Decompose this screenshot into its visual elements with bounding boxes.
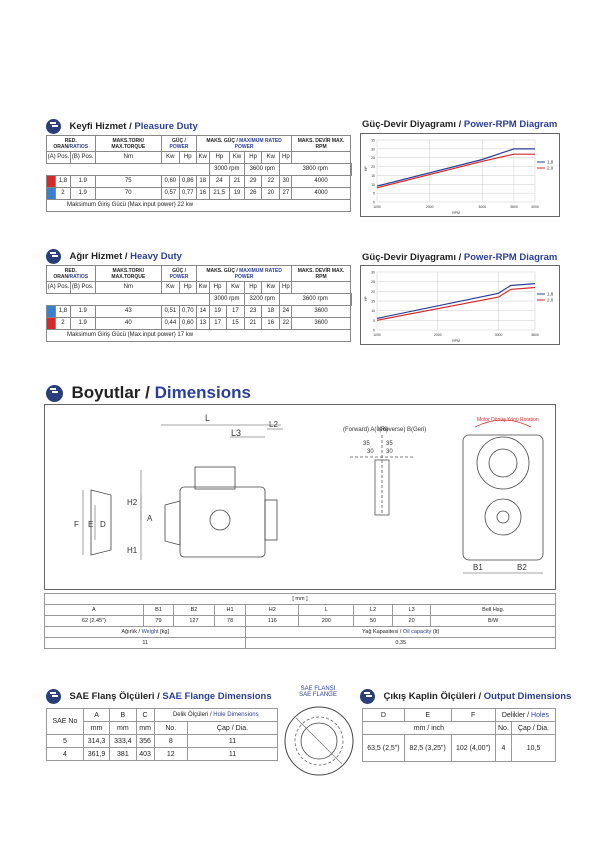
table-row: 63,5 (2,5") 82,5 (3,25") 102 (4,00") 4 10,5	[363, 735, 556, 762]
color-swatch	[47, 306, 56, 318]
y-tick-label: 10	[371, 309, 375, 314]
front-housing-outline	[463, 435, 543, 560]
y-tick-label: 15	[371, 299, 375, 304]
output-title: Çıkış Kaplin Ölçüleri / Output Dimensions	[383, 691, 572, 703]
housing-outline	[180, 487, 265, 557]
label-e: E	[88, 520, 94, 529]
pleasure-spec-table: RED. ORAN/RATIOS MAKS.TORK/ MAX.TORQUE GÜÇ / POWER MAKS. GÜÇ / MAXIMUM RATED POWER MAKS. DEVİR MAX. RPM (A) Pos. (B) Pos. Nm Kw Hp Kw Hp Kw Hp Kw Hp 3000 rpm 3600 rpm 3800 rpm 1,8 1.9 75 0,60 0,86 18 24 21 29 22 30 4000 2 1.9 70 0,57 0,77 16 21,5 19 26 20 27 4000 Maksimum Giriş Gücü (Max.input power) 22 kw	[46, 135, 352, 212]
y-axis-label: HP	[364, 166, 368, 171]
y-tick-label: 0	[373, 328, 375, 333]
front-top-inner-circle	[489, 449, 517, 477]
front-output-circle	[485, 499, 521, 535]
color-swatch	[47, 176, 56, 188]
dimensions-title: Boyutlar / Dimensions	[71, 383, 251, 402]
pleasure-diagram-title: Güç-Devir Diyagramı / Power-RPM Diagram	[362, 119, 558, 130]
sae-flange-drawing	[282, 704, 356, 778]
label-l: L	[205, 413, 211, 423]
x-tick-label: 4000	[531, 205, 539, 209]
label-h1: H1	[127, 546, 138, 555]
legend-label: 1,8	[547, 291, 554, 297]
series-line	[377, 288, 535, 321]
x-tick-label: 3600	[510, 205, 518, 209]
y-tick-label: 30	[371, 147, 375, 152]
pleasure-power-rpm-chart	[360, 133, 560, 217]
front-output-inner-circle	[497, 511, 509, 523]
output-flange-outline	[265, 500, 277, 540]
heavy-header	[46, 248, 182, 266]
y-tick-label: 5	[373, 318, 375, 323]
legend-label: 1,8	[547, 159, 554, 165]
label-35-left: 35	[363, 441, 370, 447]
y-tick-label: 5	[373, 191, 375, 196]
y-tick-label: 35	[371, 138, 375, 143]
x-axis-label: RPM	[452, 211, 460, 215]
top-cover-outline	[195, 467, 235, 489]
x-axis-label: RPM	[452, 339, 460, 343]
heavy-title: Ağır Hizmet / Heavy Duty	[69, 251, 182, 263]
y-tick-label: 15	[371, 173, 375, 178]
color-swatch	[47, 188, 56, 200]
y-tick-label: 10	[371, 182, 375, 187]
table-row: 62 (2.45") 79 127 78 116 200 50 20 B/W	[45, 616, 556, 627]
table-row: 2 1.9 40 0,44 0,60 13 17 15 21 16 22 3600	[47, 318, 352, 330]
sae-flange-label: SAE FLANŞI SAE FLANGE	[299, 686, 337, 698]
y-tick-label: 0	[373, 200, 375, 205]
x-tick-label: 2000	[425, 205, 434, 209]
label-a: A	[147, 514, 153, 523]
x-tick-label: 1000	[373, 205, 381, 209]
x-tick-label: 3600	[531, 333, 539, 337]
y-tick-label: 20	[371, 289, 375, 294]
legend-label: 2,0	[547, 165, 554, 171]
brand-logo-icon	[46, 249, 61, 264]
x-tick-label: 3000	[478, 205, 487, 209]
x-tick-label: 3000	[494, 333, 503, 337]
label-reverse: (Reverse) B(Geri)	[379, 427, 427, 433]
brand-logo-icon	[46, 119, 61, 134]
y-axis-label: HP	[364, 296, 368, 301]
label-d: D	[100, 520, 106, 529]
diameter-line	[296, 718, 342, 764]
table-row: 4 361,9 381 403 12 11	[47, 748, 278, 761]
legend-label: 2,0	[547, 297, 554, 303]
gearbox-front-view	[463, 420, 543, 573]
gearbox-side-view	[83, 425, 283, 560]
brand-logo-icon	[360, 689, 375, 704]
y-tick-label: 25	[371, 156, 375, 161]
y-tick-label: 25	[371, 280, 375, 285]
front-top-circle	[477, 437, 529, 489]
shaft-circle	[210, 510, 230, 530]
heavy-spec-table: RED. ORAN/RATIOS MAKS.TORK/ MAX.TORQUE GÜÇ / POWER MAKS. GÜÇ / MAXIMUM RATED POWER MAKS. DEVİR MAX. RPM (A) Pos. (B) Pos. Nm Kw Hp Kw Hp Kw Hp Kw Hp 3000 rpm 3200 rpm 3600 rpm 1,8 1.9 43 0,51 0,70 14 19 17 23 18 24 3600 2 1.9 40 0,44 0,60 13 17 15 21 16 22 3600 Maksimum Giriş Gücü (Max.input power) 17 kw	[46, 265, 352, 342]
label-forward: (Forward) A(İleri)	[343, 427, 389, 433]
y-tick-label: 20	[371, 165, 375, 170]
sae-header	[46, 688, 272, 706]
heavy-power-rpm-chart	[360, 265, 560, 345]
x-tick-label: 2000	[433, 333, 442, 337]
label-30-left: 30	[367, 449, 374, 455]
label-30-right: 30	[386, 449, 393, 455]
sae-table: SAE No A B C Delik Ölçüleri / Hole Dimensions mm mm mm No. Çap / Dia. 5 314,3 333,4 356 8 11 4 361,9 381 403 12 11	[46, 708, 278, 761]
sae-title: SAE Flanş Ölçüleri / SAE Flange Dimensions	[69, 691, 272, 703]
x-tick-label: 1000	[373, 333, 381, 337]
shift-lever-view	[350, 435, 415, 515]
pleasure-header	[46, 118, 198, 136]
table-row: 1,8 1.9 75 0,60 0,86 18 24 21 29 22 30 4000	[47, 176, 352, 188]
series-line	[377, 154, 535, 188]
dimensions-table: [ mm ] A B1 B2 H1 H2 L L2 L3 Bell Hsg. 62 (2.45") 79 127 78 116 200 50 20 B/W Ağırlık / Weight [kg] Yağ Kapasitesi / Oil capacity (lt) 11 0,35	[44, 593, 556, 649]
table-header-row: A B1 B2 H1 H2 L L2 L3 Bell Hsg.	[45, 605, 556, 616]
table-row: 1,8 1.9 43 0,51 0,70 14 19 17 23 18 24 3600	[47, 306, 352, 318]
output-table: D E F Delikler / Holes mm / inch No. Çap / Dia. 63,5 (2,5") 82,5 (3,25") 102 (4,00") 4 10,5	[362, 708, 556, 762]
table-row: 5 314,3 333,4 356 8 11	[47, 735, 278, 748]
output-header	[360, 688, 571, 706]
label-f: F	[74, 520, 79, 529]
label-l3: L3	[231, 428, 242, 438]
table-row: 2 1.9 70 0,57 0,77 16 21,5 19 26 20 27 4000	[47, 188, 352, 200]
flange-outline	[165, 501, 180, 545]
y-tick-label: 30	[371, 270, 375, 275]
dimensions-drawing	[44, 404, 556, 590]
dimensions-header	[46, 383, 251, 403]
brand-logo-icon	[46, 385, 63, 402]
heavy-diagram-title: Güç-Devir Diyagramı / Power-RPM Diagram	[362, 252, 558, 263]
color-swatch	[47, 318, 56, 330]
label-35-right: 35	[386, 441, 393, 447]
label-rotation: Motor Dönüş Yönü Rotation	[477, 417, 539, 423]
pleasure-title: Keyfi Hizmet / Pleasure Duty	[69, 121, 198, 133]
label-l2: L2	[269, 420, 278, 429]
brand-logo-icon	[46, 689, 61, 704]
label-b2: B2	[517, 563, 527, 572]
label-h2: H2	[127, 498, 138, 507]
label-b1: B1	[473, 563, 483, 572]
